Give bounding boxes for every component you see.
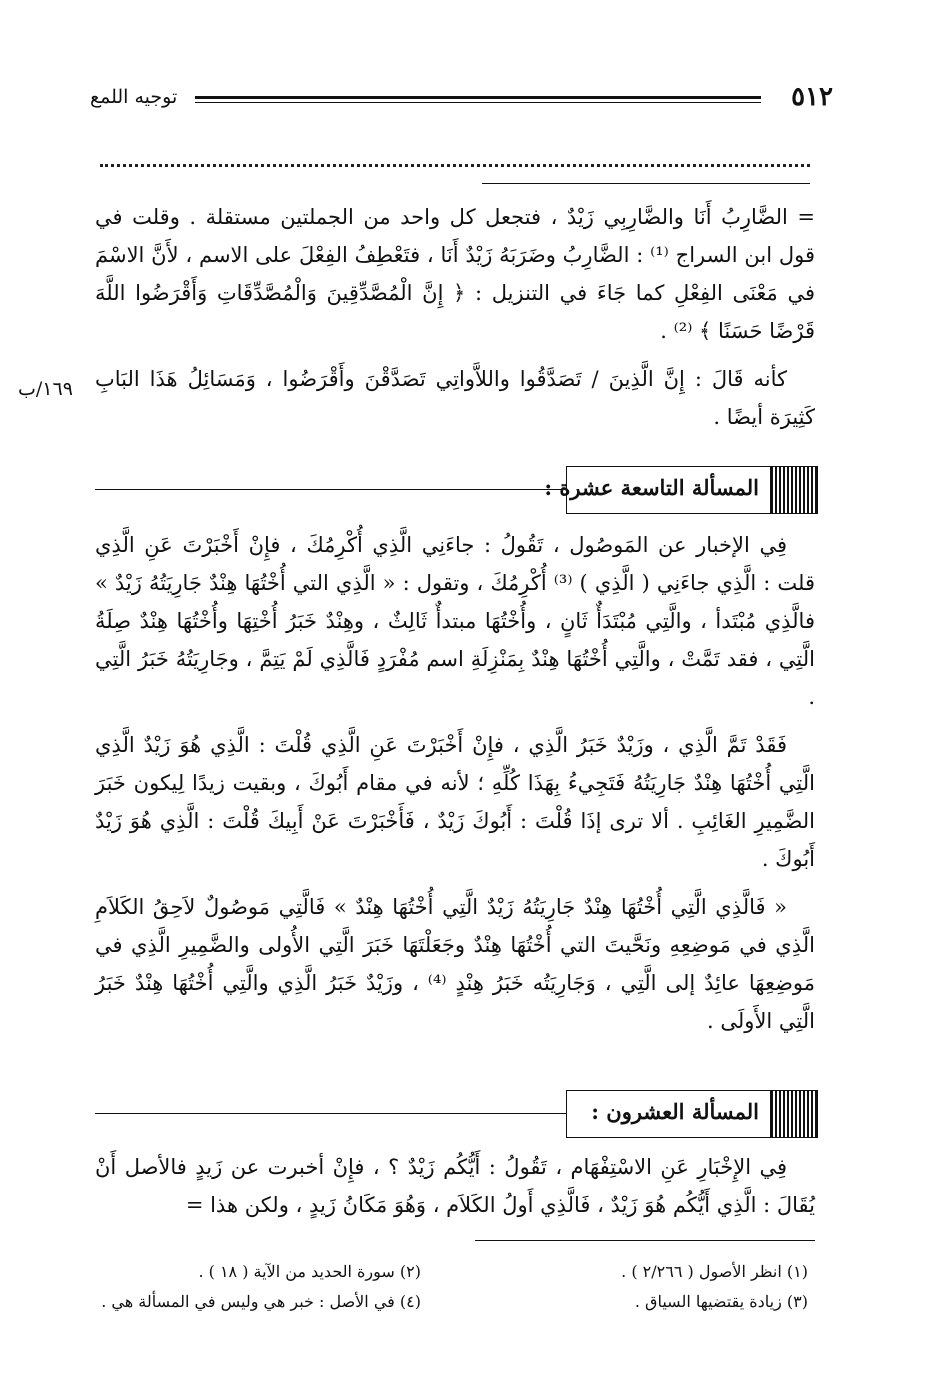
intro-text [95,198,815,446]
heading-ornament-icon [770,467,817,513]
continuation-rule [482,183,810,184]
section-heading-19 [544,466,818,514]
heading-ornament-icon [770,1091,817,1137]
section-20-body [95,1148,815,1234]
page-header [90,82,833,116]
section-title: المسألة العشرون : [591,1099,759,1124]
running-title: توجيه اللمع [90,86,178,108]
page-number: ٥١٢ [791,82,833,112]
section-heading-20 [566,1090,818,1138]
section-title: المسألة التاسعة عشرة : [544,475,759,500]
section-20-paragraph: فِي الإِخْبَارِ عَنِ الاسْتِفْهَام ، تَقُولُ : أَيُّكُم زَيْدٌ ؟ ، فإِنْ أخبرت عن زَيدٍ فالأصل أَنْ يُقَالَ : الَّذِي أَيُّكُم هُوَ زَيْدٌ ، فَالَّذِي أَولُ الكَلاَم ، وَهُوَ مَكَانُ زَيدٍ ، ولكن هذا = [95,1155,815,1217]
footnote-4: (٤) في الأصل : خبر هي وليس في المسألة هي . [101,1292,421,1311]
footnote-3: (٣) زيادة يقتضيها السياق . [634,1292,808,1311]
section-heading-line [95,1113,566,1114]
folio-margin-note: ١٦٩/ب [18,378,73,400]
intro-paragraph-2: كأنه قَالَ : إِنَّ الَّذِينَ / تَصَدَّقُوا واللاَّواتِي تَصَدَّقْنَ وأَقْرَضُوا ، وَمَسَائِلُ هَذَا البَابِ كَثِيرَة أيضًا . [95,367,815,429]
footnote-1: (١) انظر الأصول ( ٢/٢٦٦ ) . [621,1262,808,1281]
section-19-paragraph: فَقَدْ تَمَّ الَّذِي ، وزَيْدٌ خَبَرُ الَّذِي ، فإِنْ أَخْبَرْتَ عَنِ الَّذِي قُلْتَ : الَّذِي هُوَ زَيْدٌ الَّذِي الَّتِي أُخْتُهَا هِنْدٌ جَارِيَتُهُ فَتَجِيءُ بِهَذَا كُلِّهِ ؛ لأنه في مقام أَبُوكَ ، وبقيت زيدًا لِيكون خَبَرَ الضَّمِيرِ الغَائِبِ . ألا ترى إذَا قُلْتَ : أَبُوكَ زَيْدٌ ، فَأَخْبَرْتَ عَنْ أَبِيكَ قُلْتَ : الَّذِي هُوَ زَيْدٌ أَبُوكَ . [95,733,815,871]
footnote-rule [475,1240,815,1241]
section-19-paragraph: « فَالَّذِي الَّتِي أُخْتُهَا هِنْدٌ جَارِيَتُهُ زَيْدٌ الَّتِي أُخْتُهَا هِنْدٌ » فَالَّتِي مَوصُولٌ لاَحِقُ الكَلاَمِ الَّذِي في مَوضِعِهِ ونَحَّيتَ التي أُخْتُهَا هِنْدٌ وجَعَلْتَهَا خَبَرَ الَّتِي الأُولى والضَّمِيرِ الَّذِي في مَوضِعِهَا عائِدٌ إلى الَّتِي ، وَجَارِيَتُه خَبَرُ هِنْدٍ ⁽⁴⁾ ، وزَيْدٌ خَبَرُ الَّذِي والَّتِي أُخْتُهَا هِنْدٌ خَبَرُ الَّتِي الأَولَى . [95,895,815,1033]
dotted-separator [100,152,810,167]
footnote-2: (٢) سورة الحديد من الآية ( ١٨ ) . [198,1262,421,1281]
header-rule [195,96,761,103]
section-19-paragraph: فِي الإخبار عن المَوصُول ، تَقُولُ : جاءَنِي الَّذِي أُكْرِمُكَ ، فإِنْ أَخْبَرْتَ عَنِ الَّذِي قلت : الَّذِي جاءَنِي ( الَّذِي ) ⁽³⁾ أُكْرِمُكَ ، وتقول : « الَّذِي التي أُخْتُهَا هِنْدٌ جَارِيَتُهُ زَيْدٌ » فالَّذِي مُبْتَدأ ، والَّتِي مُبْتَدَأٌ ثَانٍ ، وأُخْتُهَا مبتدأٌ ثَالِثٌ ، وهِنْدٌ خَبَرُ أُخْتِهَا وأُخْتُهَا هِنْدٌ صِلَةُ الَّتِي ، فقد تَمَّتْ ، والَّتِي أُخْتُهَا هِنْدٌ بِمَنْزِلَةِ اسم مُفْرَدٍ فَالَّذِي لَمْ يَتِمَّ ، وجَارِيَتُهُ خَبَرُ الَّتِي . [95,533,815,709]
section-19-body [95,526,815,1050]
intro-paragraph-1: = الضَّارِبُ أَنَا والضَّارِبِي زَيْدٌ ، فتجعل كل واحد من الجملتين مستقلة . وقلت في قول ابن السراج ⁽¹⁾ : الضَّارِبُ وضَرَبَهُ زَيْدٌ أَنَا ، فتَعْطِفُ الفِعْلَ على الاسم ، لأَنَّ الاسْمَ في مَعْنَى الفِعْلِ كما جَاءَ في التنزيل : ﴿ إِنَّ الْمُصَّدِّقِينَ وَالْمُصَّدِّقَاتِ وَأَقْرَضُوا اللَّهَ قَرْضًا حَسَنًا ﴾ ⁽²⁾ . [95,205,815,343]
section-heading-line [95,489,566,490]
